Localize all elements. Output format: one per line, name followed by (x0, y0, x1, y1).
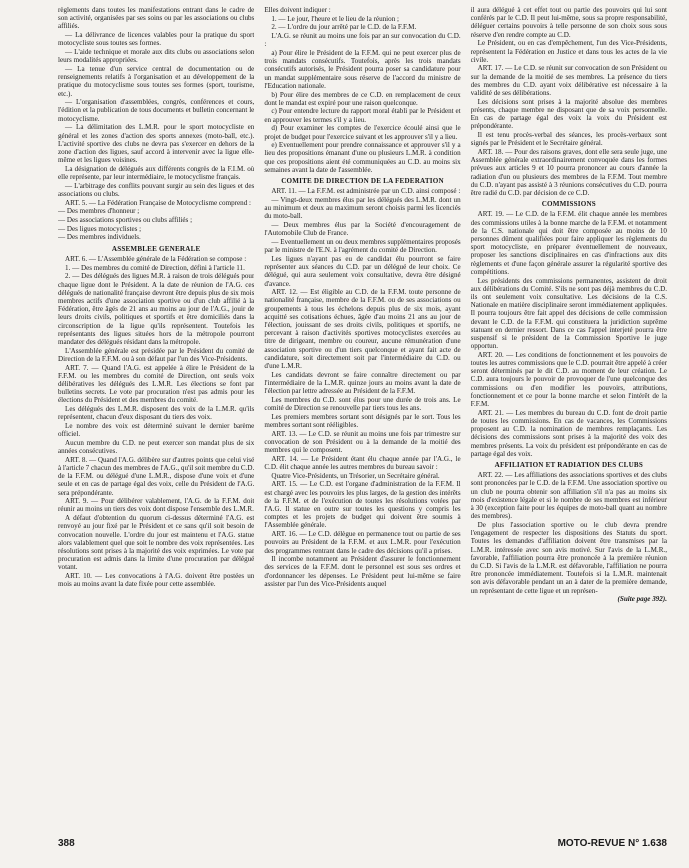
paragraph: 1. — Le jour, l'heure et le lieu de la réunion ; (271, 14, 399, 23)
paragraph: — L'arbitrage des conflits pouvant surgir au sein des ligues et des associations ou clubs. (58, 181, 255, 198)
paragraph: ART. 14. — Le Président étant élu chaque année par l'A.G., le C.D. élit chaque année les autres membres du bureau savoir : (264, 454, 461, 471)
paragraph: Le Président, ou en cas d'empêchement, l'un des Vice-Présidents, représentent la Fédération en Justice et dans tous les actes de la vie civile. (470, 39, 667, 64)
paragraph: De plus l'association sportive ou le club devra prendre l'engagement de respecter les dispositions des Statuts du sport. Toutes les demandes d'affiliation doivent être transmises par la L.M.R. intéressée avec son avis motivé. Sur l'avis de la L.M.R., favorable, l'affiliation pourra être prononcée à la première réunion du C.D. Si l'avis de la L.M.R. est défavorable, l'affiliation ne pourra être prononcée immédiatement. Toutefois si la L.M.R. maintenait son avis défavorable pendant un an à dater de la première demande, un représentant de cette ligue et un représen- (470, 520, 667, 595)
page-number: 388 (58, 838, 75, 849)
paragraph: a) Pour élire le Président de la F.F.M. qui ne peut exercer plus de trois mandats consécutifs. Toutefois, après les trois mandats consécutifs autorisés, le Président pourra poser sa candidature pour un mandat supplémentaire sous réserve de l'accord du ministre de l'Education nationale. (264, 49, 461, 90)
column-1 (58, 6, 254, 832)
paragraph: Les membres du C.D. sont élus pour une durée de trois ans. Le comité de Direction se renouvelle par tiers tous les ans. (264, 395, 461, 413)
paragraph: La désignation de délégués aux différents congrès de la F.I.M. où elle représente, par leur intermédiaire, le motocyclisme français. (58, 164, 255, 182)
paragraph: ART. 7. — Quand l'A.G. est appelée à élire le Président de la F.F.M. ou les membres du comité de Direction, ont seuls voix délibératives les délégués des L.M.R. Les élections se font par bulletins secrets. Le vote par procuration n'est pas admis pour les élections du Président et des membres du comité. (58, 363, 255, 405)
paragraph: — Des ligues motocyclistes ; (58, 224, 142, 233)
paragraph: 2. — Des délégués des ligues M.R. à raison de trois délégués pour chaque ligue dont le Président. A la date de réunion de l'A.G. ces délégués de nationalité française devront être depuis plus de six mois membres actifs d'une association sportive ou d'un club affilié à la Fédération, être âgés de 21 ans au moins au jour de l'A.G., jouir de leurs droits civils, politiques et sportifs et être domiciliés dans la circonscription de la ligue qu'ils représentent. Toutefois les représentants des ligues situées hors de la métropole pourront mandater des délégués résidant dans la métropole. (58, 272, 255, 346)
continued-note: (Suite page 392). (617, 595, 667, 604)
paragraph: ART. 16. — Le C.D. délègue en permanence tout ou partie de ses pouvoirs au Président de la F.F.M. et aux L.M.R. pour l'exécution des programmes rentrant dans le cadre des décisions qu'il a prises. (264, 530, 461, 555)
paragraph: Le nombre des voix est déterminé suivant le dernier barème officiel. (58, 421, 255, 439)
paragraph: ART. 12. — Est éligible au C.D. de la F.F.M. toute personne de nationalité française, membre de la F.F.M. ou de ses associations ou groupements à tous les échelons depuis plus de six mois, ayant acquitté ses cotisations échues, âgée d'au moins 21 ans au jour de l'élection, jouissant de ses droits civils, politiques et sportifs, ne percevant à raison d'activités sportives motocyclistes exercées au titre de dirigeant, membre ou coureur, aucune rémunération d'une association sportive ou d'un tiers quelconque et ayant fait acte de candidature, soit directement soit par l'intermédiaire du C.D. ou d'une L.M.R. (264, 288, 461, 371)
paragraph: ART. 15. — Le C.D. est l'organe d'administration de la F.F.M. Il est chargé avec les pouvoirs les plus larges, de la gestion des intérêts de la F.F.M. et de l'exécution de toutes les résolutions votées par l'A.G. Il statue en outre sur toutes les questions y compris les comptes et les projets de budget qui doivent être soumis à l'Assemblée générale. (264, 480, 461, 530)
paragraph: Quatre Vice-Présidents, un Trésorier, un Secrétaire général. (271, 471, 440, 480)
paragraph: ART. 20. — Les conditions de fonctionnement et les pouvoirs de toutes les autres commissions que le C.D. pourrait être appelé à créer seront déterminés par le dit C.D. au moment de leur création. Le C.D. aura toujours le pouvoir de provoquer de l'une quelconque des commissions ou d'en modifier les pouvoirs, attributions, fonctionnement et ce pour la bonne marche et selon l'intérêt de la F.F.M. (470, 350, 667, 409)
section-heading-affiliation: AFFILIATION ET RADIATION DES CLUBS (494, 460, 643, 469)
paragraph: Les délégués des L.M.R. disposent des voix de la L.M.R. qu'ils représentent, chacun d'eux disposant du tiers des voix. (58, 405, 255, 422)
paragraph: — La délimitation des L.M.R. pour le sport motocycliste en général et les zones d'action des sports annexes (moto-ball, etc.). L'activité sportive des clubs ne devra pas s'exercer en dehors de la zone d'action des ligues, sauf accord à intervenir avec la ligue elle-même et les ligues voisines. (58, 123, 255, 165)
paragraph: b) Pour élire des membres de ce C.D. en remplacement de ceux dont le mandat est expiré pour une raison quelconque. (264, 90, 461, 107)
paragraph: d) Pour examiner les comptes de l'exercice écoulé ainsi que le projet de budget pour l'exercice suivant et les approuver s'il y a lieu. (264, 124, 461, 141)
paragraph: e) Eventuellement pour prendre connaissance et approuver s'il y a lieu des propositions émanant d'une ou plusieurs L.M.R. à condition que ces propositions aient été communiquées au C.D. au moins six semaines avant la date de l'assemblée. (264, 141, 461, 174)
paragraph: ART. 9. — Pour délibérer valablement, l'A.G. de la F.F.M. doit réunir au moins un tiers des voix dont dispose l'ensemble des L.M.R. (58, 497, 255, 514)
paragraph: — La tenue d'un service central de documentation ou de renseignements relatifs à l'organisation et au développement de la pratique du motocyclisme sous toutes ses formes (sport, tourisme, etc.). (58, 64, 255, 98)
paragraph: ART. 13. — Le C.D. se réunit au moins une fois par trimestre sur convocation de son Président ou à la demande de la moitié des membres qui le composent. (264, 429, 461, 455)
paragraph: règlements dans toutes les manifestations entrant dans le cadre de son activité, organisées par ses soins ou par les associations ou clubs affiliés. (58, 6, 255, 31)
paragraph: — Deux membres élus par la Société d'encouragement de l'Automobile Club de France. (264, 221, 461, 238)
paragraph: ART. 11. — La F.F.M. est administrée par un C.D. ainsi composé : (271, 187, 461, 196)
paragraph: A défaut d'obtention du quorum ci-dessus déterminé l'A.G. est renvoyé au jour fixé par le Président et ce sans qu'il soit besoin de convocation nouvelle. L'ordre du jour est maintenu et l'A.G. statue alors valablement quel que soit le nombre des voix représentées. Les résolutions sont prises à la majorité des voix exprimées. Le vote par procuration est admis dans la limite d'une procuration par délégué votant. (58, 514, 255, 572)
paragraph: Il est tenu procès-verbal des séances, les procès-verbaux sont signés par le Président et le Secrétaire général. (470, 131, 667, 148)
paragraph: ART. 22. — Les affiliations des associations sportives et des clubs sont prononcées par le C.D. de la F.F.M. Une association sportive ou un club ne pourra obtenir son affiliation s'il n'a pas au moins six mois d'existence légale et si le nombre de ses membres est inférieur à 30 (exception faite pour les équipes de moto-ball quant au nombre des membres). (470, 471, 667, 521)
paragraph: ART. 21. — Les membres du bureau du C.D. font de droit partie de toutes les commissions. En cas de vacances, les Commissions proposent au C.D. la nomination de membres remplaçants. Les décisions des commissions sont prises à la majorité des voix des membres présents. La voix du président est prépondérante en cas de partage égal des voix. (470, 408, 667, 458)
paragraph: Les premiers membres sortant sont désignés par le sort. Tous les membres sortant sont rééligibles. (264, 412, 461, 429)
paragraph: ART. 8. — Quand l'A.G. délibère sur d'autres points que celui visé à l'article 7 chacun des membres de l'A.G., qu'il soit membre du C.D. de la F.F.M. ou délégué d'une L.M.R., dispose d'une voix et d'une seule et en cas de partage égal des voix, celle du Président de l'A.G. sera prépondérante. (58, 455, 255, 497)
paragraph: L'A.G. se réunit au moins une fois par an sur convocation du C.D. : (264, 32, 461, 49)
magazine-issue: MOTO-REVUE N° 1.638 (557, 838, 667, 849)
paragraph: — L'aide technique et morale aux dits clubs ou associations selon leurs modalités appropriées. (58, 48, 255, 65)
section-heading-commissions: COMMISSIONS (541, 200, 596, 209)
paragraph: 2. — L'ordre du jour arrêté par le C.D. de la F.F.M. (271, 23, 417, 32)
article-columns (58, 6, 667, 832)
paragraph: — L'organisation d'assemblées, congrès, conférences et cours, l'édition et la publication de tous documents et bulletin concernant le motocyclisme. (58, 98, 255, 123)
paragraph: ART. 18. — Pour des raisons graves, dont elle sera seule juge, une Assemblée générale extraordinairement convoquée dans les formes prévues aux articles 9 et 10 pourra prononcer au cours d'année la radiation d'un ou plusieurs des membres de la F.F.M. Tout membre du C.D. n'ayant pas assisté à 3 réunions consécutives du C.D. pourra être radié du C.D. par décision de ce C.D. (470, 147, 667, 197)
paragraph: Les décisions sont prises à la majorité absolue des membres présents, chaque membre ne disposant que de sa voix personnelle. En cas de partage égal des voix la voix du Président est prépondérante. (470, 97, 667, 131)
paragraph: Elles doivent indiquer : (264, 6, 331, 14)
paragraph: L'Assemblée générale est présidée par le Président du comité de Direction de la F.F.M. ou à son défaut par l'un des Vice-Présidents. (58, 346, 255, 363)
column-2 (264, 6, 460, 832)
page-footer (58, 838, 667, 849)
paragraph: — Eventuellement un ou deux membres supplémentaires proposés par le ministre de l'E.N. à l'agrément du comité de Direction. (264, 237, 461, 255)
paragraph: ART. 6. — L'Assemblée générale de la Fédération se compose : (65, 254, 247, 263)
paragraph: — Des membres d'honneur ; (58, 207, 140, 216)
paragraph: ART. 17. — Le C.D. se réunit sur convocation de son Président ou sur la demande de la moitié de ses membres. La présence du tiers des membres du C.D. ayant voix délibérative est nécessaire à la validité de ses délibérations. (470, 64, 667, 98)
paragraph: — Des associations sportives ou clubs affiliés ; (58, 216, 193, 225)
paragraph: Les ligues n'ayant pas eu de candidat élu pourront se faire représenter aux séances du C.D. par un délégué de leur choix. Ce délégué, qui aura seulement voix consultative, devra être désigné d'avance. (264, 254, 461, 288)
paragraph: Les présidents des commissions permanentes, assistent de droit aux délibérations du Comité. S'ils ne sont pas déjà membres du C.D. ils ont seulement voix consultative. Les décisions de la C.S. Nationale en matière disciplinaire seront immédiatement appliquées. Il pourra toujours être fait appel des décisions de celle commission devant le C.D. de la F.F.M. qui constituera la juridiction suprême statuant en dernier ressort. Dans ce cas l'appel interjeté pourra être suspensif si le président de la Commission Sportive le juge opportun. (470, 276, 667, 351)
paragraph: il aura délégué à cet effet tout ou partie des pouvoirs qui lui sont conférés par le C.D. Il peut lui-même, sous sa propre responsabilité, déléguer certains pouvoirs à telle personne de son choix sous sous réserve d'en rendre compte au C.D. (470, 6, 667, 39)
paragraph: Aucun membre du C.D. ne peut exercer son mandat plus de six années consécutives. (58, 438, 255, 456)
paragraph: — Vingt-deux membres élus par les délégués des L.M.R. dont un au minimum et deux au maximum seront choisis parmi les licenciés du moto-ball. (264, 195, 461, 221)
paragraph: ART. 5. — La Fédération Française de Motocyclisme comprend : (65, 198, 251, 207)
paragraph: — La délivrance de licences valables pour la pratique du sport motocycliste sous toutes ses formes. (58, 31, 255, 48)
column-3 (471, 6, 667, 832)
paragraph: Les candidats devront se faire connaître directement ou par l'intermédiaire de la L.M.R. quinze jours au moins avant la date de l'élection par lettre adressée au Président de la F.F.M. (264, 370, 461, 396)
paragraph: c) Pour entendre lecture du rapport moral établi par le Président et en approuver les termes s'il y a lieu. (264, 107, 461, 124)
section-heading-comite: COMITE DE DIRECTION DE LA FEDERATION (281, 177, 444, 186)
paragraph: Il incombe notamment au Président d'assurer le fonctionnement des services de la F.F.M. dont le personnel est sous ses ordres et d'ordonnancer les dépenses. Le Président peut lui-même se faire assister par l'un des Vice-Présidents auquel (264, 555, 461, 588)
paragraph: ART. 19. — Le C.D. de la F.F.M. élit chaque année les membres des commissions utiles à la bonne marche de la F.F.M. et notamment de la C.S. nationale qui doit être composée au moins de 10 personnes dûment qualifiées pour faire appliquer les règlements du sport motocycliste, en préparer éventuellement de nouveaux, proposer les sanctions disciplinaires en cas d'infractions aux dits règlements et d'une façon générale assurer la régularité sportive des compétitions. (470, 210, 667, 276)
paragraph: ART. 10. — Les convocations à l'A.G. doivent être postées un mois au moins avant la date fixée pour cette assemblée. (58, 572, 255, 589)
section-heading-assemblee: ASSEMBLEE GENERALE (111, 244, 201, 253)
paragraph: — Des membres individuels. (58, 233, 141, 242)
paragraph: 1. — Des membres du comité de Direction, défini à l'article 11. (65, 263, 245, 272)
